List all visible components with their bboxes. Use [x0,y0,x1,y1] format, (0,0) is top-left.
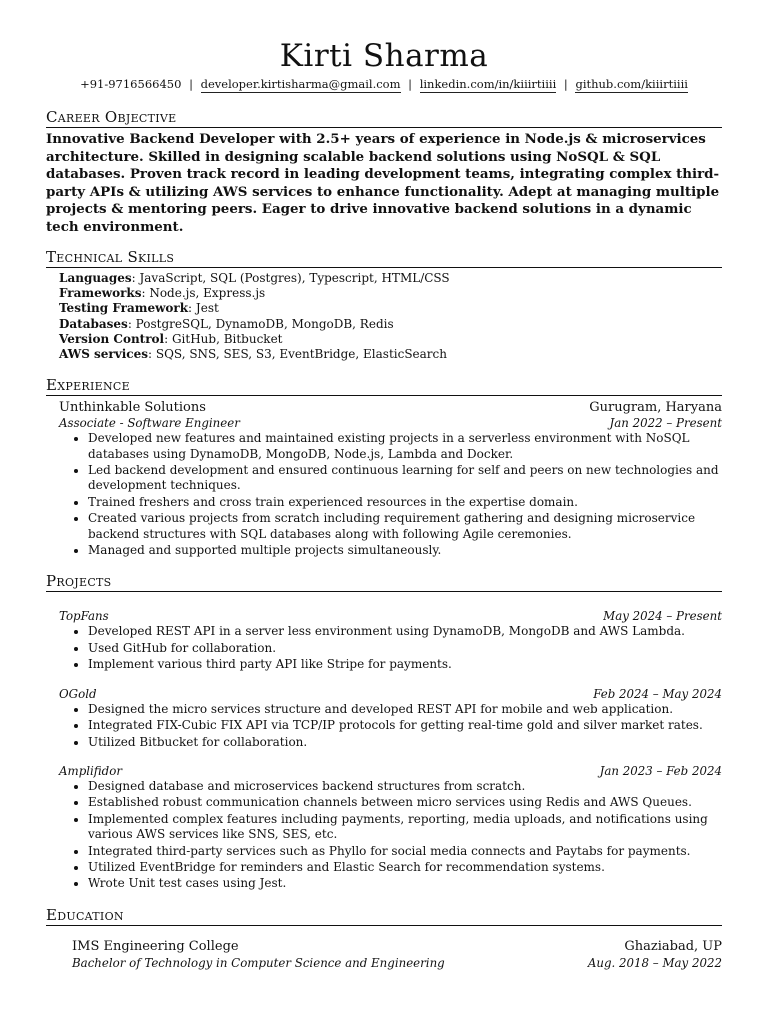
school-location: Ghaziabad, UP [624,938,722,954]
bullet-item: • Designed the micro services structure and developed REST API for mobile and web application. [88,702,722,717]
project-dates: Jan 2023 – Feb 2024 [599,763,722,778]
linkedin-link[interactable]: linkedin.com/in/kiiirtiiii [419,77,557,91]
education-entry [46,938,722,971]
email-link[interactable]: developer.kirtisharma@gmail.com [200,77,401,91]
skill-value: : JavaScript, SQL (Postgres), Typescript, HTML/CSS [131,271,450,285]
school-name: IMS Engineering College [72,938,239,954]
bullet-item: • Developed REST API in a server less environment using DynamoDB, MongoDB and AWS Lambda. [88,624,722,639]
contact-line [46,76,722,92]
candidate-name: Kirti Sharma [279,38,489,74]
career-objective-text: Innovative Backend Developer with 2.5+ years of experience in Node.js & microservices architecture. Skilled in designing scalable backend solutions using NoSQL & SQL databases. Proven track record in leading development teams, integrating complex third-party APIs & utilizing AWS services to enhance functionality. Adept at managing multiple projects & mentoring peers. Eager to drive innovative backend solutions in a dynamic tech environment. [46,131,720,235]
experience-bullets [46,431,722,558]
project-header [46,609,722,624]
bullet-item: • Wrote Unit test cases using Jest. [88,876,722,891]
separator: | [408,77,413,91]
project-header [46,687,722,702]
experience-subheader [46,416,722,431]
skill-label: Testing Framework [59,301,189,316]
bullet-item: • Integrated third-party services such as Phyllo for social media connects and Paytabs for payments. [88,844,722,859]
github-link[interactable]: github.com/kiiirtiiii [575,77,688,91]
skill-value: : GitHub, Bitbucket [164,331,283,346]
skill-row [59,301,722,316]
company-location: Gurugram, Haryana [589,400,722,416]
education-dates: Aug. 2018 – May 2022 [587,955,722,970]
job-role: Associate - Software Engineer [59,416,240,431]
bullet-item: • Implemented complex features including payments, reporting, media uploads, and notifications using various AWS services like SNS, SES, etc. [88,812,722,843]
bullet-item: • Developed new features and maintained existing projects in a serverless environment with NoSQL databases using DynamoDB, MongoDB, Node.js, Lambda and Docker. [88,431,722,462]
skill-row [59,317,722,332]
skill-row [59,271,722,286]
bullet-item: • Created various projects from scratch including requirement gathering and designing microservice backend structures with SQL databases along with following Agile ceremonies. [88,511,722,542]
skill-row [59,347,722,362]
section-title-objective: Career Objective [46,108,722,128]
skill-value: : SQS, SNS, SES, S3, EventBridge, ElasticSearch [147,347,447,362]
separator: | [189,77,193,91]
section-title-skills: Technical Skills [46,248,722,268]
skill-value: : PostgreSQL, DynamoDB, MongoDB, Redis [127,316,394,331]
project-name: Amplifidor [59,763,122,778]
project-entry [46,609,722,672]
project-name: OGold [59,686,97,701]
resume-page [46,36,722,971]
job-dates: Jan 2022 – Present [609,416,722,431]
project-name: TopFans [59,609,109,624]
bullet-item: • Trained freshers and cross train experienced resources in the expertise domain. [88,495,722,510]
education-subheader [46,956,722,971]
education-header [46,938,722,956]
skills-list [46,271,722,362]
section-title-education: Education [46,906,722,926]
project-bullets [46,702,722,750]
experience-entry [46,399,722,558]
separator: | [563,77,568,91]
bullet-item: • Integrated FIX-Cubic FIX API via TCP/IP protocols for getting real-time gold and silver market rates. [88,718,722,733]
bullet-item: • Managed and supported multiple projects simultaneously. [88,543,722,558]
skill-label: AWS services [59,347,148,362]
phone-number: +91-9716566450 [80,77,182,91]
experience-header [46,399,722,416]
project-bullets [46,624,722,672]
project-entry [46,764,722,892]
project-dates: Feb 2024 – May 2024 [593,686,722,701]
bullet-item: • Utilized EventBridge for reminders and Elastic Search for recommendation systems. [88,860,722,875]
project-header [46,764,722,779]
degree-name: Bachelor of Technology in Computer Science and Engineering [72,955,445,970]
project-dates: May 2024 – Present [603,609,722,624]
skill-label: Frameworks [59,286,142,301]
skill-label: Databases [59,316,128,331]
bullet-item: • Implement various third party API like Stripe for payments. [88,657,722,672]
section-title-projects: Projects [46,572,722,592]
project-entry [46,687,722,750]
skill-row [59,332,722,347]
bullet-item: • Led backend development and ensured continuous learning for self and peers on new technologies and development techniques. [88,463,722,494]
bullet-item: • Designed database and microservices backend structures from scratch. [88,779,722,794]
skill-row [59,286,722,301]
skill-label: Version Control [59,331,165,346]
skill-value: : Jest [188,301,219,316]
project-bullets [46,779,722,892]
section-title-experience: Experience [46,376,722,396]
bullet-item: • Utilized Bitbucket for collaboration. [88,735,722,750]
company-name: Unthinkable Solutions [59,400,206,416]
bullet-item: • Used GitHub for collaboration. [88,641,722,656]
skill-value: : Node.js, Express.js [141,286,266,301]
bullet-item: • Established robust communication channels between micro services using Redis and AWS Queues. [88,795,722,810]
skill-label: Languages [59,271,132,285]
